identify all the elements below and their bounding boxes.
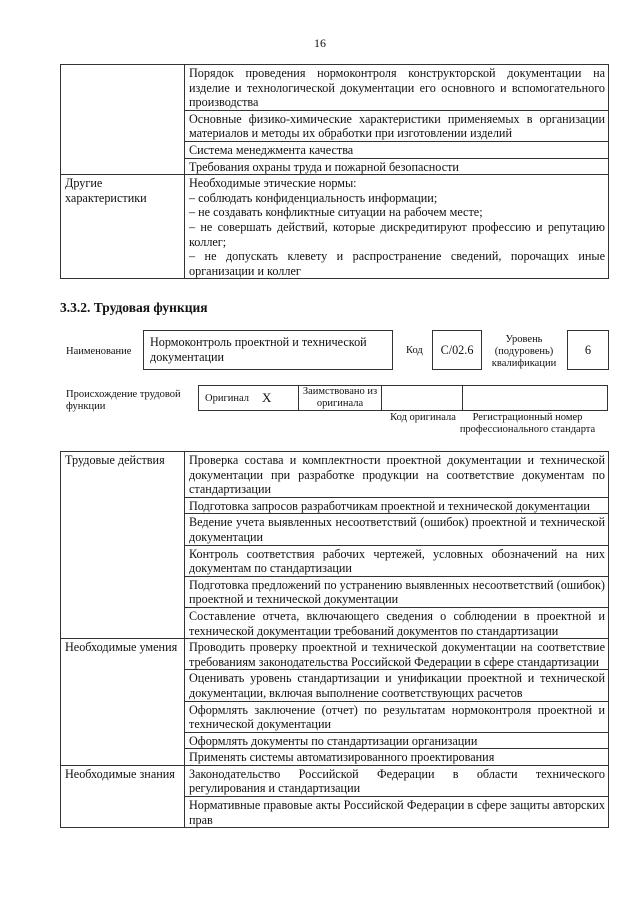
function-name-value: Нормоконтроль проектной и технической документации [150, 335, 367, 364]
table-cell: Порядок проведения нормоконтроля конструкторской документации на изделие и технологической документации его основного и вспомогательного производства [185, 65, 609, 111]
table-cell: Составление отчета, включающего сведения о соблюдении в проектной и технической документации требований документов по стандартизации [185, 607, 609, 638]
table-cell: Оформлять заключение (отчет) по результатам нормоконтроля проектной и технической документации [185, 701, 609, 732]
borrowed-label: Заимствовано из оригинала [302, 386, 378, 409]
origin-divider [462, 385, 463, 411]
table-row [61, 65, 609, 111]
table-row [61, 452, 609, 498]
table-cell: Подготовка запросов разработчикам проектной и технической документации [185, 497, 609, 514]
code-box [432, 330, 482, 370]
code-label: Код [406, 345, 423, 356]
origin-box [198, 385, 608, 411]
labor-function-table [60, 451, 609, 828]
table-cell: Применять системы автоматизированного проектирования [185, 749, 609, 766]
origin-divider [298, 385, 299, 411]
table-cell: Оценивать уровень стандартизации и унификации проектной и технической документации, включая выполнение соответствующих расчетов [185, 670, 609, 701]
level-label: Уровень (подуровень) квалификации [491, 334, 557, 369]
row-label-empty [61, 65, 185, 175]
row-label-other: Другие характеристики [61, 175, 185, 279]
table-cell: Необходимые этические нормы: – соблюдать конфиденциальность информации; – не создавать конфликтные ситуации на рабочем месте; – не совершать действий, которые дискредитируют профессию и репутацию коллег; – не допускать клевету и распространение сведений, порочащих иные организации и коллег [185, 175, 609, 279]
level-value: 6 [584, 343, 592, 357]
origin-divider [381, 385, 382, 411]
table-row [61, 639, 609, 670]
table-cell: Система менеджмента качества [185, 141, 609, 158]
reg-number-caption: Регистрационный номер профессионального стандарта [459, 412, 596, 435]
row-label-skills: Необходимые умения [61, 639, 185, 766]
table-cell: Основные физико-химические характеристики применяемых в организации материалов и методы их обработки при изготовлении изделий [185, 110, 609, 141]
table-row [61, 765, 609, 796]
code-original-caption: Код оригинала [390, 412, 456, 423]
origin-label: Происхождение трудовой функции [66, 389, 181, 412]
function-name-box [143, 330, 393, 370]
table-cell: Контроль соответствия рабочих чертежей, условных обозначений на них документам по стандартизации [185, 545, 609, 576]
table-cell: Ведение учета выявленных несоответствий (ошибок) проектной и технической документации [185, 514, 609, 545]
original-label: Оригинал [205, 393, 249, 404]
row-label-actions: Трудовые действия [61, 452, 185, 639]
section-heading: 3.3.2. Трудовая функция [60, 300, 208, 315]
level-box [567, 330, 609, 370]
table-cell: Проверка состава и комплектности проектной документации и технической документации при разработке продукции на соответствие документам по стандартизации [185, 452, 609, 498]
original-mark: X [262, 390, 272, 405]
table-row [61, 175, 609, 279]
top-characteristics-table [60, 64, 609, 279]
table-cell: Подготовка предложений по устранению выявленных несоответствий (ошибок) проектной и технической документации [185, 576, 609, 607]
table-cell: Проводить проверку проектной и технической документации на соответствие требованиям законодательства Российской Федерации в сфере стандартизации [185, 639, 609, 670]
name-label: Наименование [66, 346, 132, 357]
table-cell: Оформлять документы по стандартизации организации [185, 732, 609, 749]
table-cell: Нормативные правовые акты Российской Федерации в сфере защиты авторских прав [185, 797, 609, 828]
code-value: C/02.6 [440, 343, 474, 357]
table-cell: Требования охраны труда и пожарной безопасности [185, 158, 609, 175]
row-label-knowledge: Необходимые знания [61, 765, 185, 827]
page-number: 16 [314, 36, 326, 50]
table-cell: Законодательство Российской Федерации в области технического регулирования и стандартизации [185, 765, 609, 796]
